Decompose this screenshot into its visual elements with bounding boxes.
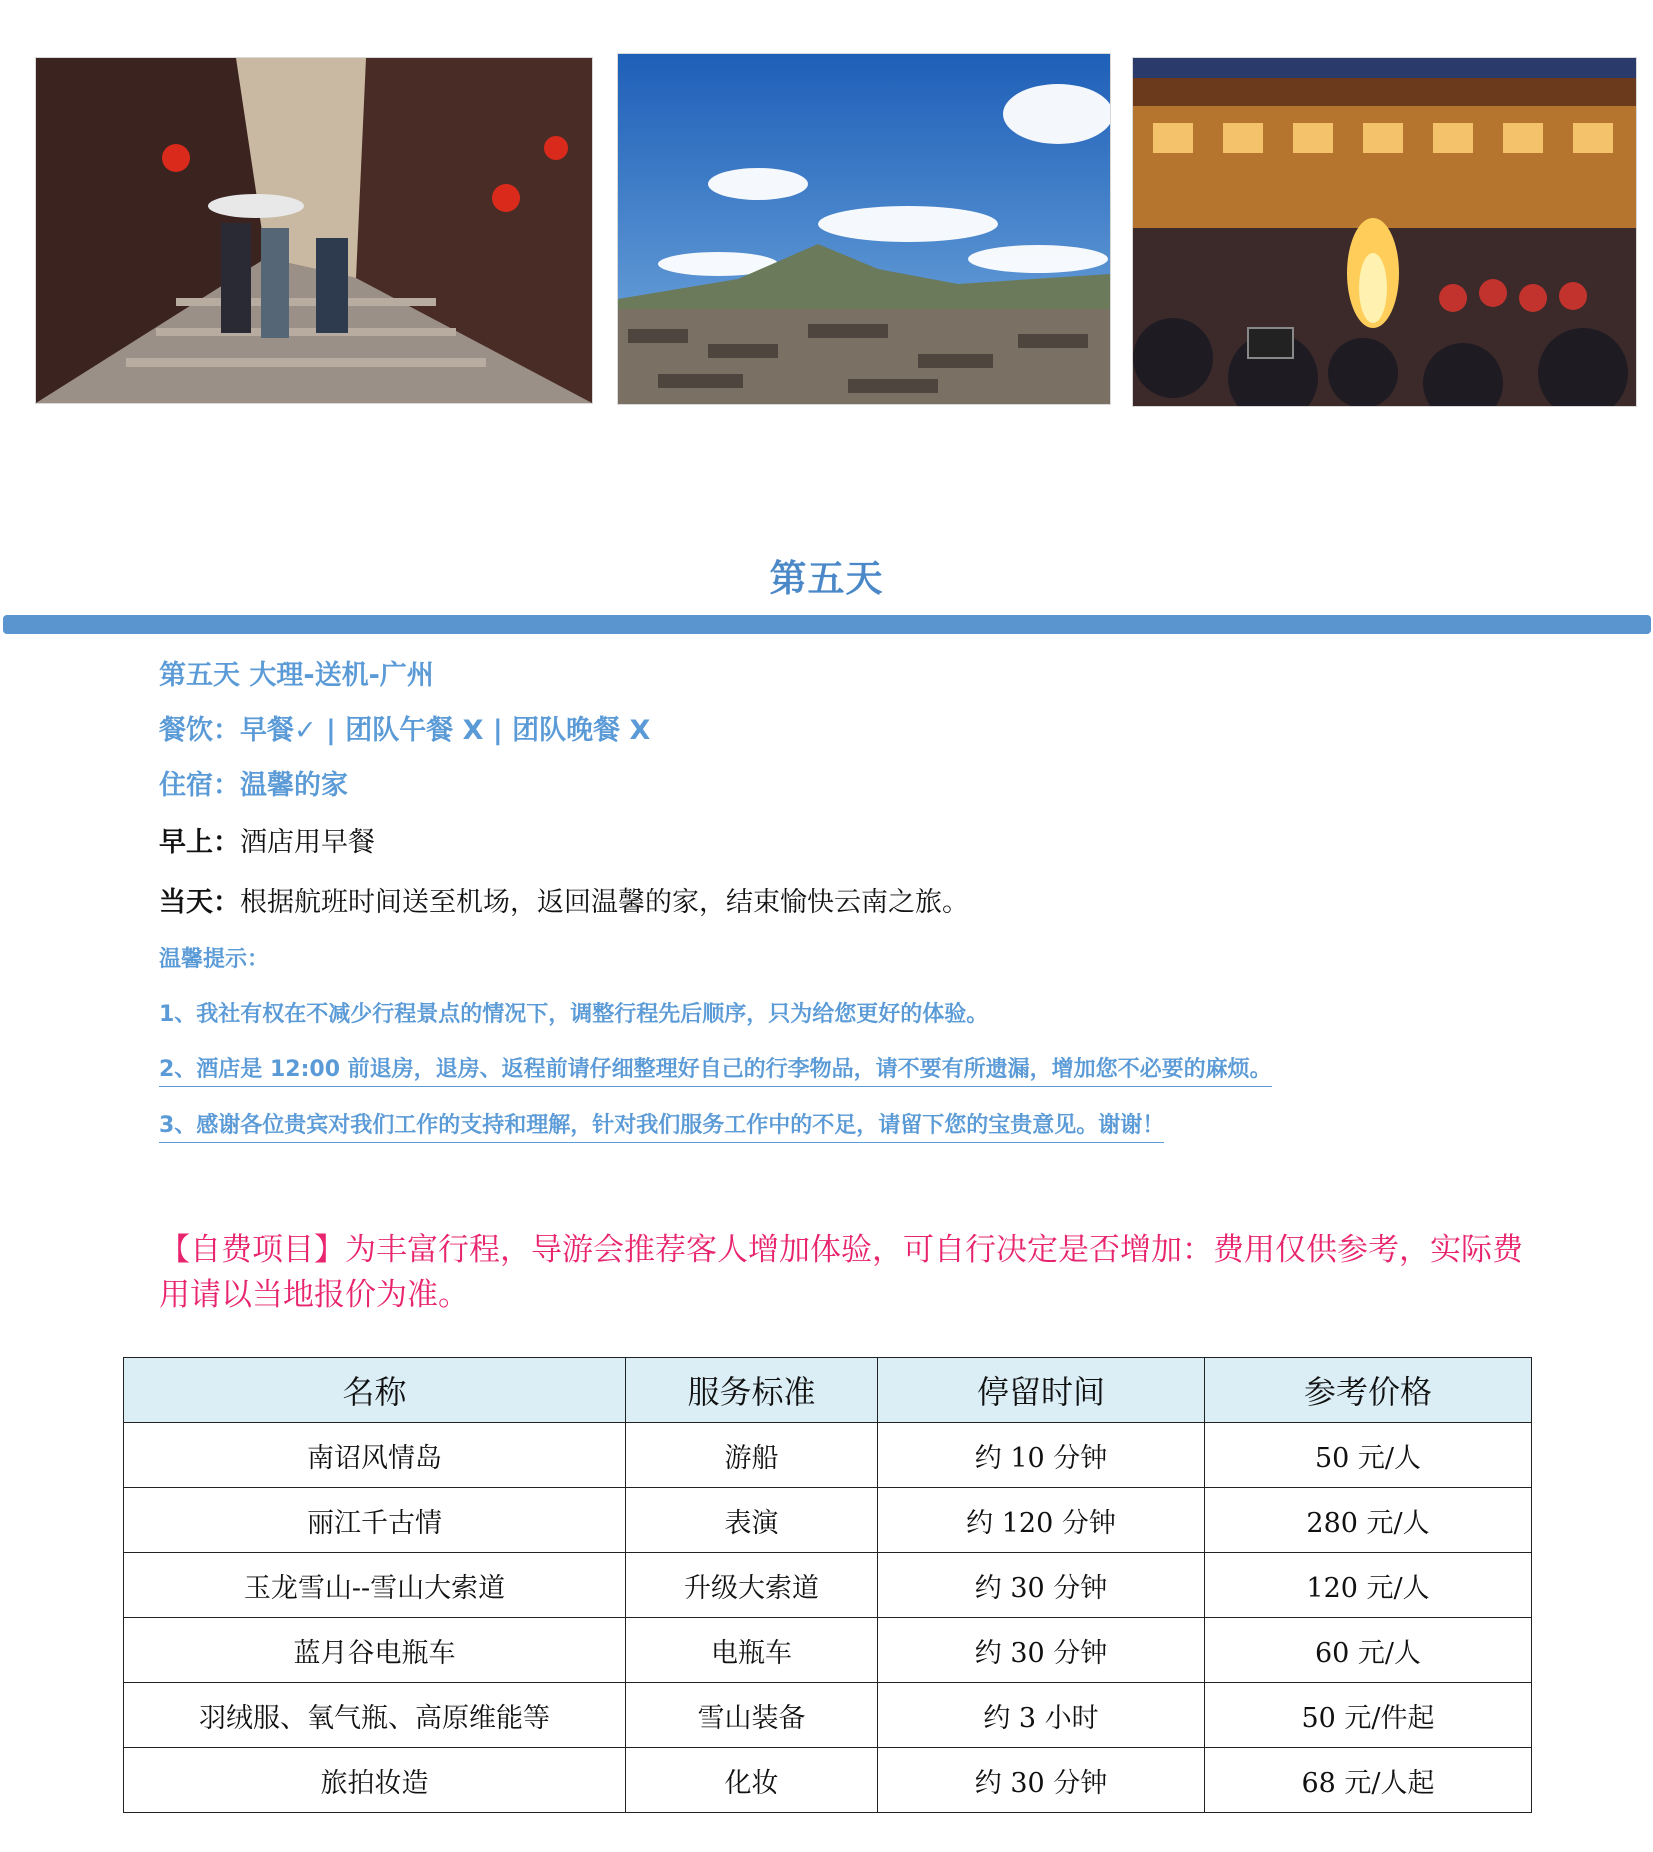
morning-text: 酒店用早餐 (240, 827, 375, 858)
photo-bonfire-night (1132, 57, 1637, 407)
cell-price: 60 元/人 (1205, 1618, 1532, 1683)
cell-service: 表演 (626, 1488, 878, 1553)
column-header-name: 名称 (124, 1358, 626, 1423)
cell-price: 280 元/人 (1205, 1488, 1532, 1553)
itinerary-lodging: 住宿：温馨的家 (159, 770, 348, 801)
cell-service: 化妆 (626, 1748, 878, 1813)
tip-item: 2、酒店是 12:00 前退房，退房、返程前请仔细整理好自己的行李物品，请不要有所遗漏，增加您不必要的麻烦。 (159, 1052, 1272, 1087)
optional-fee-table (123, 1357, 1532, 1813)
column-header-service: 服务标准 (626, 1358, 878, 1423)
table-row (124, 1683, 1532, 1748)
day-label: 当天： (159, 887, 240, 918)
photo-old-town-rooftops (617, 53, 1111, 405)
cell-service: 游船 (626, 1423, 878, 1488)
tip-item: 1、我社有权在不减少行程景点的情况下，调整行程先后顺序，只为给您更好的体验。 (159, 1002, 989, 1027)
column-header-duration: 停留时间 (878, 1358, 1205, 1423)
tip-item: 3、感谢各位贵宾对我们工作的支持和理解，针对我们服务工作中的不足，请留下您的宝贵意见。谢谢！ (159, 1108, 1164, 1143)
table-row (124, 1553, 1532, 1618)
cell-duration: 约 10 分钟 (878, 1423, 1205, 1488)
cell-duration: 约 3 小时 (878, 1683, 1205, 1748)
tips-heading: 温馨提示： (159, 947, 270, 972)
cell-duration: 约 120 分钟 (878, 1488, 1205, 1553)
cell-service: 升级大索道 (626, 1553, 878, 1618)
cell-name: 羽绒服、氧气瓶、高原维能等 (124, 1683, 626, 1748)
table-row (124, 1618, 1532, 1683)
table-header-row (124, 1358, 1532, 1423)
itinerary-route: 第五天 大理-送机-广州 (159, 660, 434, 691)
cell-service: 雪山装备 (626, 1683, 878, 1748)
cell-duration: 约 30 分钟 (878, 1618, 1205, 1683)
cell-name: 蓝月谷电瓶车 (124, 1618, 626, 1683)
column-header-price: 参考价格 (1205, 1358, 1532, 1423)
itinerary-meals: 餐饮：早餐✓ | 团队午餐 X | 团队晚餐 X (159, 715, 651, 746)
cell-price: 50 元/人 (1205, 1423, 1532, 1488)
itinerary-day (159, 880, 969, 919)
table-row (124, 1423, 1532, 1488)
cell-name: 玉龙雪山--雪山大索道 (124, 1553, 626, 1618)
cell-service: 电瓶车 (626, 1618, 878, 1683)
table-row (124, 1488, 1532, 1553)
cell-price: 68 元/人起 (1205, 1748, 1532, 1813)
title-divider-bar (3, 615, 1651, 634)
cell-price: 120 元/人 (1205, 1553, 1532, 1618)
cell-name: 旅拍妆造 (124, 1748, 626, 1813)
morning-label: 早上： (159, 827, 240, 858)
table-row (124, 1748, 1532, 1813)
day-title: 第五天 (769, 557, 884, 600)
cell-duration: 约 30 分钟 (878, 1748, 1205, 1813)
cell-name: 南诏风情岛 (124, 1423, 626, 1488)
cell-duration: 约 30 分钟 (878, 1553, 1205, 1618)
cell-price: 50 元/件起 (1205, 1683, 1532, 1748)
day-text: 根据航班时间送至机场，返回温馨的家，结束愉快云南之旅。 (240, 887, 969, 918)
photo-old-town-alley (35, 57, 593, 404)
optional-items-note: 【自费项目】为丰富行程，导游会推荐客人增加体验，可自行决定是否增加：费用仅供参考，实际费用请以当地报价为准。 (159, 1232, 1523, 1313)
itinerary-morning (159, 820, 375, 859)
cell-name: 丽江千古情 (124, 1488, 626, 1553)
